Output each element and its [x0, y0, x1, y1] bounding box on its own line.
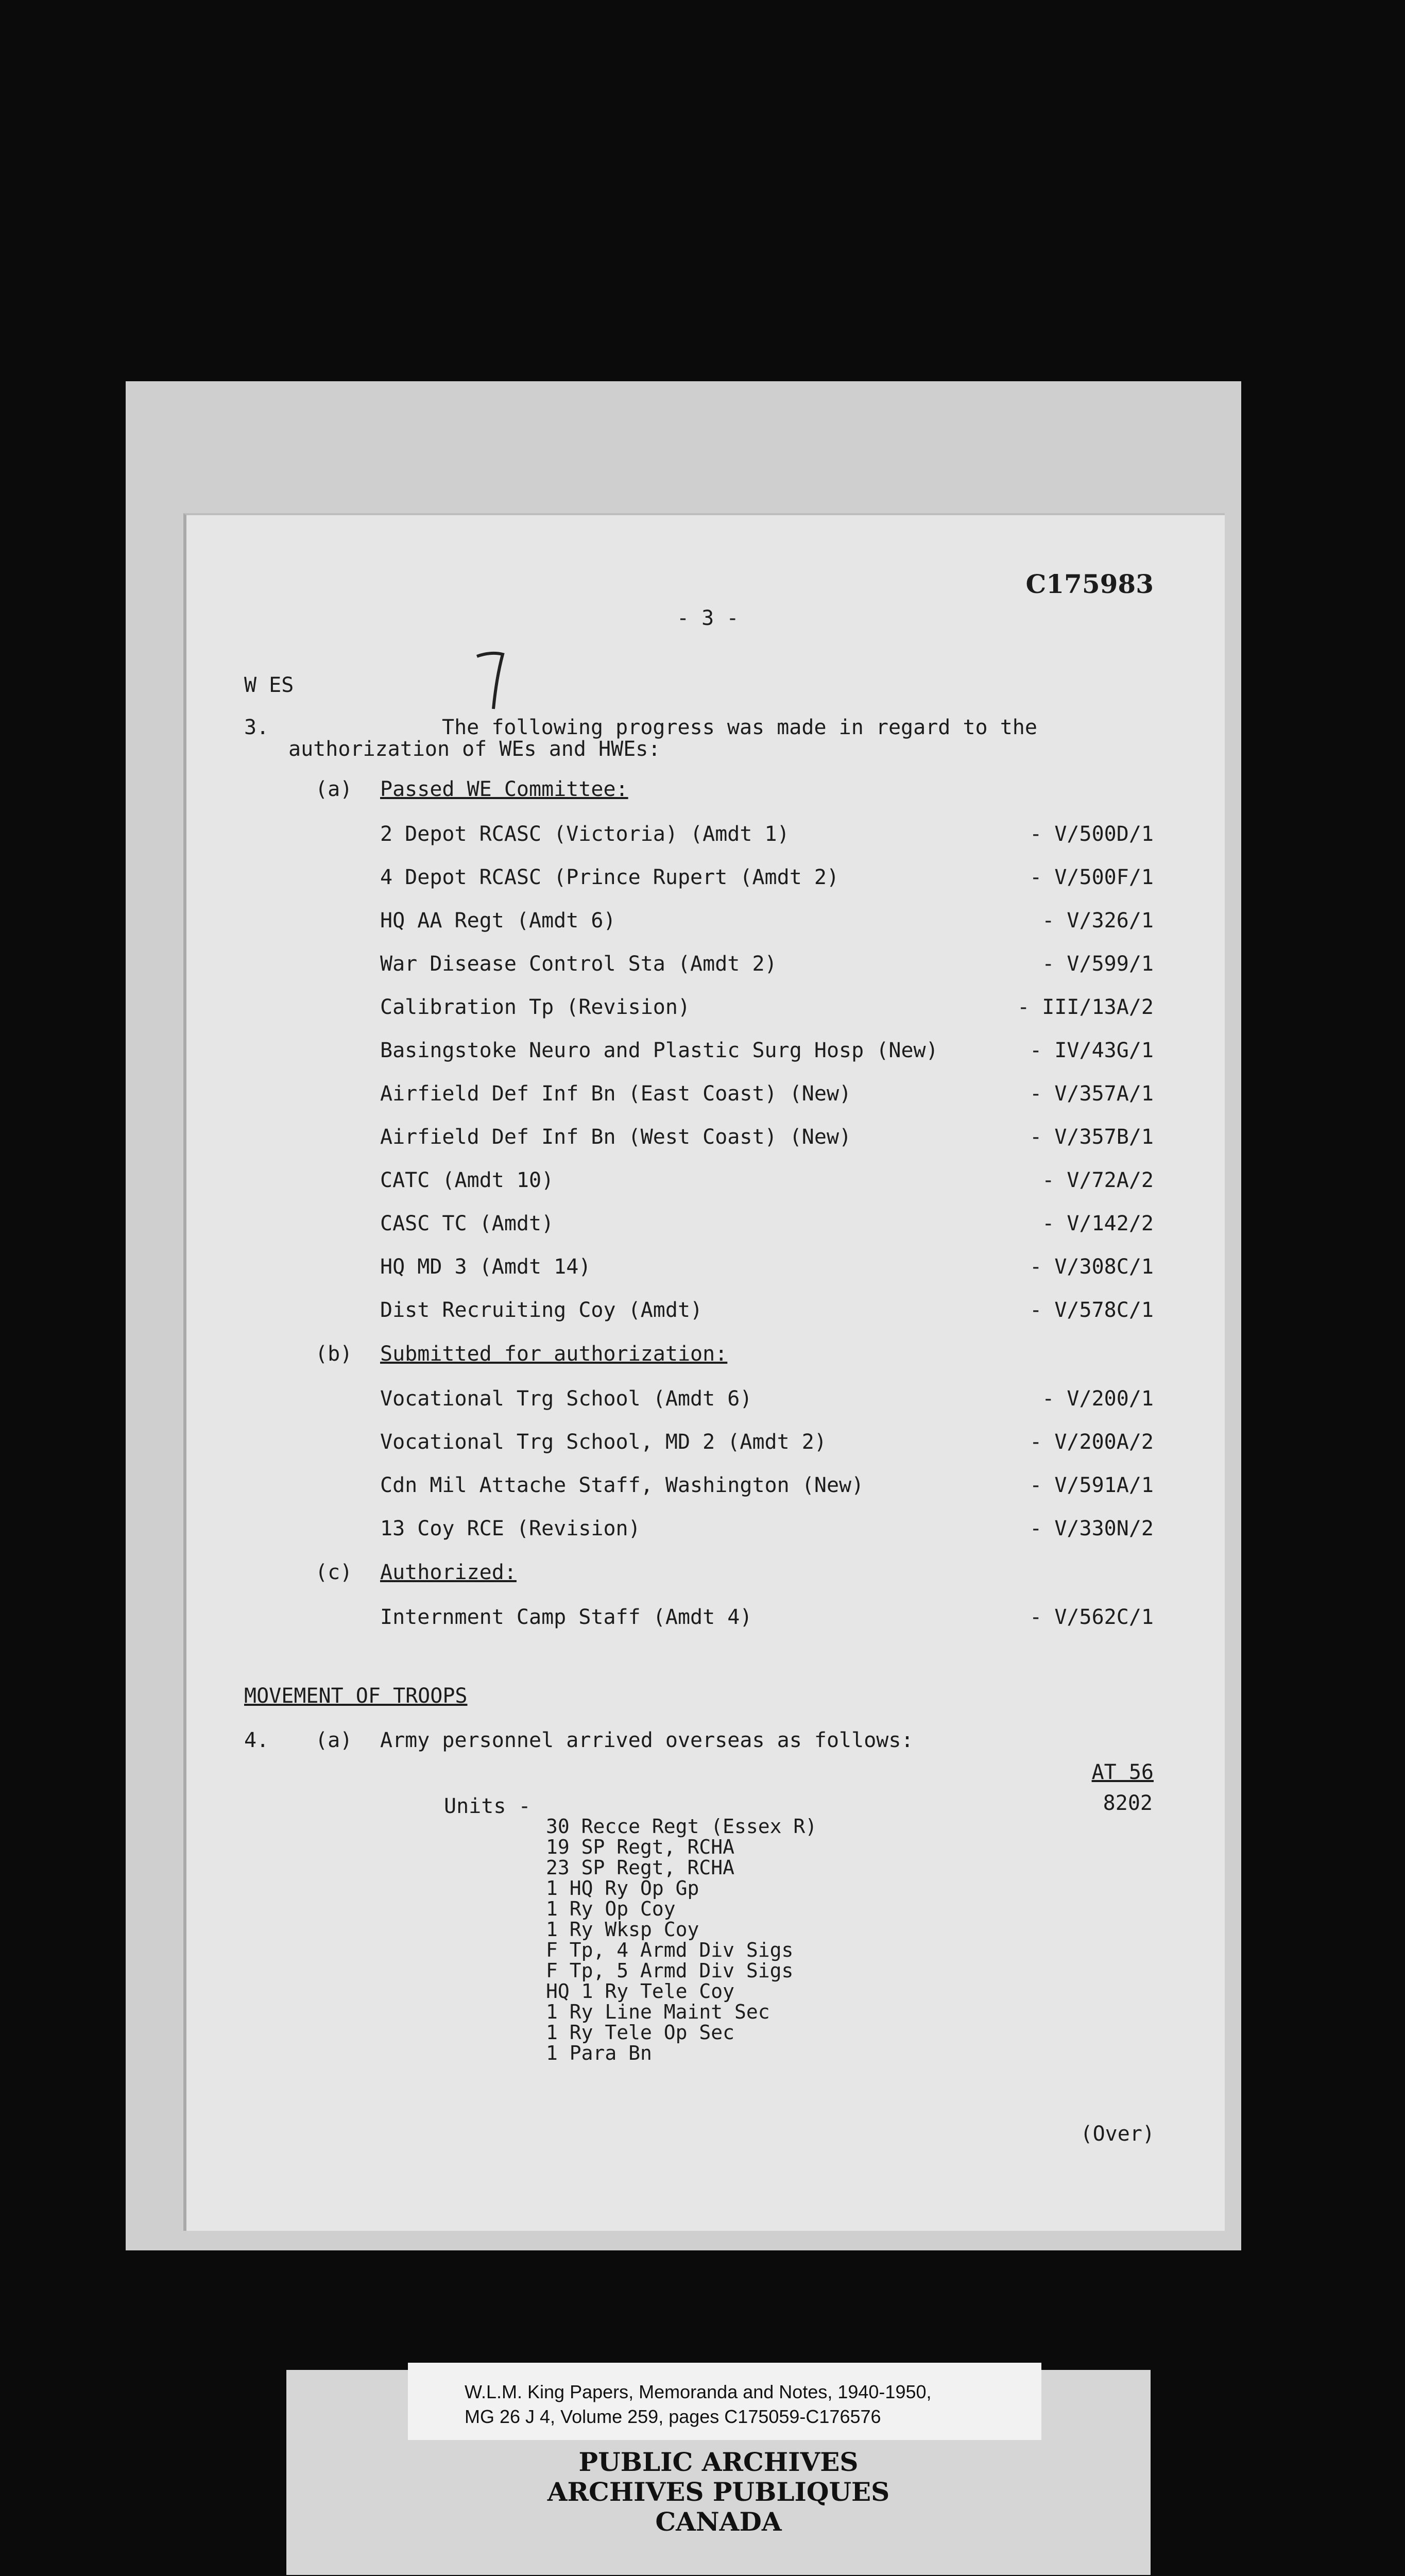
page-number: - 3 - [677, 606, 739, 630]
we-item-reference: - V/500D/1 [1030, 822, 1154, 846]
we-item-name: Basingstoke Neuro and Plastic Surg Hosp (New) [380, 1039, 938, 1062]
unit-entry: 1 Ry Tele Op Sec [546, 2021, 735, 2044]
we-item-reference: - V/578C/1 [1030, 1298, 1154, 1322]
we-item-reference: - V/142/2 [1042, 1212, 1154, 1235]
unit-entry: HQ 1 Ry Tele Coy [546, 1980, 735, 2003]
we-item-name: Calibration Tp (Revision) [380, 995, 691, 1019]
caption-line-1: W.L.M. King Papers, Memoranda and Notes, 1940-1950, [465, 2381, 932, 2402]
paragraph-3-line-2: authorization of WEs and HWEs: [288, 737, 661, 761]
we-item-reference: - V/500F/1 [1030, 866, 1154, 889]
archive-caption [408, 2363, 1041, 2440]
archives-line-3: CANADA [655, 2506, 782, 2537]
we-item-name: Vocational Trg School (Amdt 6) [380, 1387, 752, 1411]
we-item-reference: - V/72A/2 [1042, 1168, 1154, 1192]
we-item-reference: - V/599/1 [1042, 952, 1154, 976]
we-item-reference: - V/357A/1 [1030, 1082, 1154, 1106]
group-label: (b) [315, 1342, 353, 1366]
archives-line-2: ARCHIVES PUBLIQUES [547, 2477, 890, 2507]
we-item-name: Vocational Trg School, MD 2 (Amdt 2) [380, 1430, 827, 1454]
we-item-reference: - V/562C/1 [1030, 1605, 1154, 1629]
document-page [183, 513, 1225, 2231]
we-item-name: CASC TC (Amdt) [380, 1212, 554, 1235]
archives-line-1: PUBLIC ARCHIVES [578, 2447, 859, 2477]
caption-line-2: MG 26 J 4, Volume 259, pages C175059-C176576 [465, 2406, 881, 2427]
paragraph-3-line-1: The following progress was made in regard to the [442, 716, 1037, 739]
section-heading-wes: W ES [244, 673, 294, 697]
we-item-reference: - IV/43G/1 [1030, 1039, 1154, 1062]
we-item-reference: - V/330N/2 [1030, 1517, 1154, 1540]
group-heading: Passed WE Committee: [380, 777, 628, 801]
at-label: AT 56 [1091, 1760, 1154, 1784]
we-item-reference: - V/591A/1 [1030, 1473, 1154, 1497]
movement-heading: MOVEMENT OF TROOPS [244, 1684, 468, 1708]
unit-entry: 19 SP Regt, RCHA [546, 1836, 735, 1858]
we-item-name: 2 Depot RCASC (Victoria) (Amdt 1) [380, 822, 790, 846]
unit-entry: F Tp, 5 Armd Div Sigs [546, 1959, 794, 1982]
we-item-name: HQ MD 3 (Amdt 14) [380, 1255, 591, 1279]
we-item-reference: - III/13A/2 [1017, 995, 1154, 1019]
we-item-name: Internment Camp Staff (Amdt 4) [380, 1605, 752, 1629]
we-item-name: CATC (Amdt 10) [380, 1168, 554, 1192]
we-item-name: Airfield Def Inf Bn (East Coast) (New) [380, 1082, 852, 1106]
unit-entry: 1 Ry Op Coy [546, 1897, 676, 1920]
handwritten-mark [475, 649, 506, 711]
group-heading: Submitted for authorization: [380, 1342, 728, 1366]
units-label: Units - [444, 1794, 531, 1818]
unit-entry: 1 HQ Ry Op Gp [546, 1877, 699, 1900]
unit-entry: F Tp, 4 Armd Div Sigs [546, 1939, 794, 1961]
we-item-name: War Disease Control Sta (Amdt 2) [380, 952, 777, 976]
unit-entry: 1 Para Bn [546, 2042, 652, 2064]
paragraph-4-number: 4. [244, 1728, 269, 1752]
we-item-reference: - V/200A/2 [1030, 1430, 1154, 1454]
we-item-name: 4 Depot RCASC (Prince Rupert (Amdt 2) [380, 866, 839, 889]
unit-entry: 30 Recce Regt (Essex R) [546, 1815, 817, 1838]
we-item-reference: - V/200/1 [1042, 1387, 1154, 1411]
we-item-reference: - V/357B/1 [1030, 1125, 1154, 1149]
paragraph-3-number: 3. [244, 716, 269, 739]
we-item-name: HQ AA Regt (Amdt 6) [380, 909, 616, 933]
we-item-reference: - V/326/1 [1042, 909, 1154, 933]
paragraph-4-text: Army personnel arrived overseas as follows: [380, 1728, 914, 1752]
at-value: 8202 [1103, 1791, 1153, 1815]
paragraph-4-label: (a) [315, 1728, 353, 1752]
we-item-name: Dist Recruiting Coy (Amdt) [380, 1298, 703, 1322]
document-number: C175983 [1025, 569, 1154, 599]
unit-entry: 23 SP Regt, RCHA [546, 1856, 735, 1879]
unit-entry: 1 Ry Line Maint Sec [546, 2001, 770, 2023]
we-item-name: Cdn Mil Attache Staff, Washington (New) [380, 1473, 864, 1497]
we-item-name: Airfield Def Inf Bn (West Coast) (New) [380, 1125, 852, 1149]
we-item-name: 13 Coy RCE (Revision) [380, 1517, 641, 1540]
unit-entry: 1 Ry Wksp Coy [546, 1918, 699, 1941]
group-label: (a) [315, 777, 353, 801]
over-note: (Over) [1080, 2122, 1155, 2146]
group-heading: Authorized: [380, 1561, 517, 1584]
we-item-reference: - V/308C/1 [1030, 1255, 1154, 1279]
group-label: (c) [315, 1561, 353, 1584]
